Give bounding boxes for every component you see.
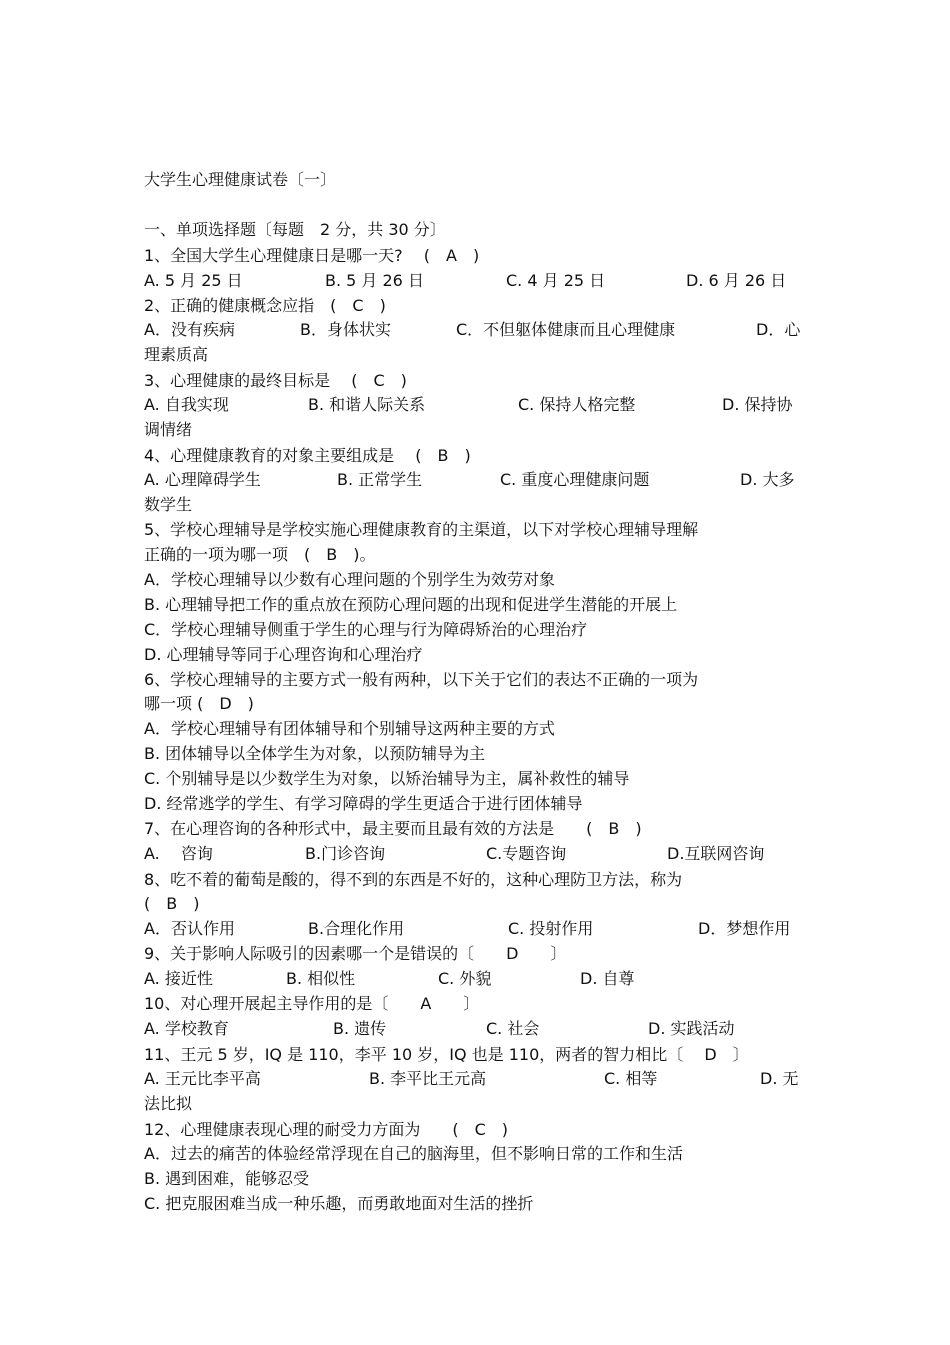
option-b: B. 遇到困难，能够忍受 <box>144 1169 310 1188</box>
question-11-options <box>0 1069 950 1091</box>
question-6-cont: 哪一项 ( D ) <box>144 694 254 713</box>
option-d: D. 大多 <box>740 470 795 489</box>
question-3-wrap: 调情绪 <box>144 420 193 439</box>
option-a: A．学校心理辅导以少数有心理问题的个别学生为效劳对象 <box>144 570 555 589</box>
option-c: C. 投射作用 <box>508 919 594 938</box>
option-a: A. 5 月 25 日 <box>144 271 243 290</box>
option-b: B. 5 月 26 日 <box>325 271 424 290</box>
question-10-options <box>0 1019 950 1041</box>
option-a: A. 心理障碍学生 <box>144 470 261 489</box>
option-d: D．心 <box>756 320 801 339</box>
option-b: B.门诊咨询 <box>305 844 386 863</box>
question-2-wrap: 理素质高 <box>144 345 209 364</box>
option-d: D. 心理辅导等同于心理咨询和心理治疗 <box>144 645 423 664</box>
option-c: C. 社会 <box>486 1019 540 1038</box>
option-c: C. 相等 <box>604 1069 658 1088</box>
option-a: A．学校心理辅导有团体辅导和个别辅导这两种主要的方式 <box>144 719 555 738</box>
question-6: 6、学校心理辅导的主要方式一般有两种，以下关于它们的表达不正确的一项为 <box>144 670 699 689</box>
question-2-options <box>0 320 950 342</box>
option-b: B. 遗传 <box>333 1019 387 1038</box>
option-a: A. 咨询 <box>144 844 213 863</box>
option-d: D．梦想作用 <box>698 919 791 938</box>
question-1: 1、全国大学生心理健康日是哪一天? ( A ) <box>144 246 480 265</box>
option-c: C. 重度心理健康问题 <box>500 470 650 489</box>
question-1-options <box>0 271 950 293</box>
option-c: C．学校心理辅导侧重于学生的心理与行为障碍矫治的心理治疗 <box>144 620 588 639</box>
option-b: B．身体状实 <box>300 320 391 339</box>
option-c: C．不但躯体健康而且心理健康 <box>456 320 676 339</box>
option-a: A．没有疾病 <box>144 320 235 339</box>
option-d: D. 自尊 <box>580 969 635 988</box>
question-3: 3、心理健康的最终目标是 ( C ) <box>144 371 407 390</box>
question-4-wrap: 数学生 <box>144 495 193 514</box>
option-c: C. 外貌 <box>438 969 492 988</box>
option-a: A. 学校教育 <box>144 1019 229 1038</box>
option-d: D. 实践活动 <box>648 1019 735 1038</box>
section-heading: 一、单项选择题〔每题 2 分，共 30 分〕 <box>144 220 446 239</box>
question-4: 4、心理健康教育的对象主要组成是 ( B ) <box>144 446 471 465</box>
question-5: 5、学校心理辅导是学校实施心理健康教育的主渠道，以下对学校心理辅导理解 <box>144 520 699 539</box>
question-8-options <box>0 919 950 941</box>
option-a: A. 王元比李平高 <box>144 1069 261 1088</box>
option-a: A．过去的痛苦的体验经常浮现在自己的脑海里，但不影响日常的工作和生活 <box>144 1144 683 1163</box>
option-a: A. 接近性 <box>144 969 213 988</box>
option-a: A．否认作用 <box>144 919 235 938</box>
option-d: D. 无 <box>760 1069 799 1088</box>
option-d: D. 6 月 26 日 <box>686 271 787 290</box>
exam-title: 大学生心理健康试卷〔一〕 <box>144 170 337 189</box>
question-9-options <box>0 969 950 991</box>
option-c: C. 4 月 25 日 <box>506 271 606 290</box>
option-b: B. 和谐人际关系 <box>308 395 426 414</box>
option-c: C.专题咨询 <box>486 844 567 863</box>
question-7: 7、在心理咨询的各种形式中，最主要而且最有效的方法是 ( B ) <box>144 819 642 838</box>
question-9: 9、关于影响人际吸引的因素哪一个是错误的〔 D 〕 <box>144 944 567 963</box>
question-2: 2、正确的健康概念应指 ( C ) <box>144 296 386 315</box>
option-b: B. 相似性 <box>286 969 356 988</box>
option-c: C. 个别辅导是以少数学生为对象，以矫治辅导为主，属补救性的辅导 <box>144 769 630 788</box>
option-b: B. 心理辅导把工作的重点放在预防心理问题的出现和促进学生潜能的开展上 <box>144 595 678 614</box>
option-b: B.合理化作用 <box>308 919 405 938</box>
option-d: D.互联网咨询 <box>667 844 765 863</box>
question-11: 11、王元 5 岁，IQ 是 110，李平 10 岁，IQ 也是 110，两者的智力相比〔 D 〕 <box>144 1045 749 1064</box>
option-d: D. 保持协 <box>722 395 793 414</box>
option-b: B. 团体辅导以全体学生为对象，以预防辅导为主 <box>144 744 486 763</box>
question-3-options <box>0 395 950 417</box>
question-11-wrap: 法比拟 <box>144 1094 193 1113</box>
question-7-options <box>0 844 950 866</box>
question-4-options <box>0 470 950 492</box>
option-c: C. 保持人格完整 <box>518 395 636 414</box>
question-8: 8、吃不着的葡萄是酸的，得不到的东西是不好的，这种心理防卫方法，称为 <box>144 870 683 889</box>
option-b: B. 李平比王元高 <box>369 1069 487 1088</box>
option-d: D. 经常逃学的学生、有学习障碍的学生更适合于进行团体辅导 <box>144 794 583 813</box>
option-b: B. 正常学生 <box>337 470 423 489</box>
option-a: A. 自我实现 <box>144 395 229 414</box>
question-12: 12、心理健康表现心理的耐受力方面为 ( C ) <box>144 1120 509 1139</box>
question-8-cont: ( B ) <box>144 894 200 913</box>
question-5-cont: 正确的一项为哪一项 ( B )。 <box>144 545 376 564</box>
option-c: C. 把克服困难当成一种乐趣，而勇敢地面对生活的挫折 <box>144 1194 534 1213</box>
question-10: 10、对心理开展起主导作用的是〔 A 〕 <box>144 994 480 1013</box>
